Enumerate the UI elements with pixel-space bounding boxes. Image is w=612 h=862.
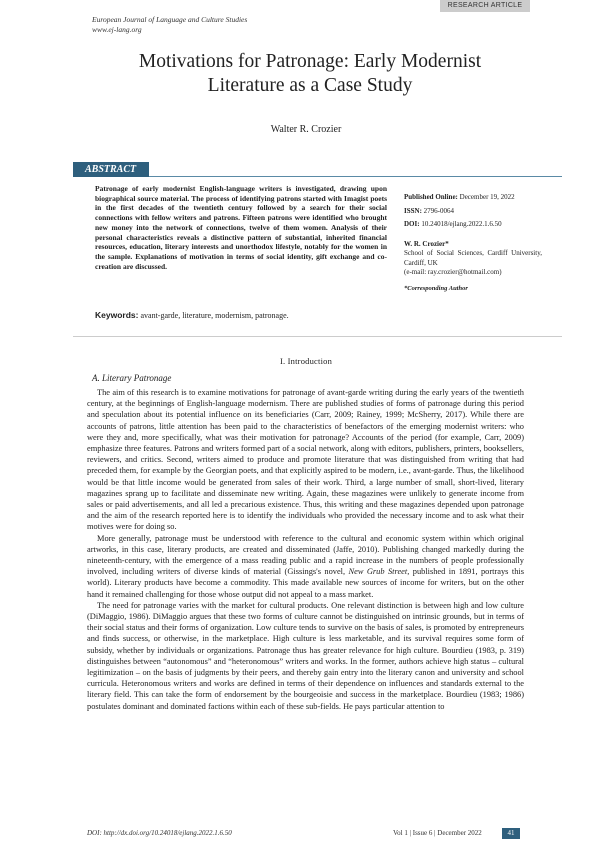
- footer-doi[interactable]: DOI: http://dx.doi.org/10.24018/ejlang.2022.1.6.50: [87, 829, 232, 837]
- doi-row: [404, 220, 542, 230]
- section-divider: [73, 336, 562, 337]
- paragraph-2: [87, 533, 524, 600]
- title-line-2: Literature as a Case Study: [207, 75, 413, 96]
- paragraph-text-continued: , published in 1891, portrays this world). Literary products have become a commodity. This made available new sources of income for writers, but on the other hand it remained challenging for those whose output did not appeal to a mass market.: [87, 567, 524, 599]
- article-info-sidebar: [404, 193, 542, 293]
- published-row: [404, 193, 542, 203]
- article-title: [60, 50, 560, 98]
- doi-label: DOI:: [404, 220, 420, 228]
- journal-header: [92, 15, 247, 35]
- abstract-text: Patronage of early modernist English-language writers is investigated, drawing upon biographical source material. The process of identifying patrons started with Imagist poets in the first decades of the twentieth century followed by a search for their social connections with fellow writers and patrons. Fifteen patrons were identified who brought new money into the network of connections, twelve of them women. Analysis of their personal characteristics reveals a distinctive pattern of substantial, inherited financial resources, education, literary interests and unorthodox lifestyle, notably for the women in the sample. Explanations of motivation in terms of social identity, gift exchange and co-creation are discussed.: [95, 184, 387, 271]
- page-number: 41: [502, 828, 520, 839]
- keywords: [95, 310, 289, 320]
- author-affiliation: School of Social Sciences, Cardiff University, Cardiff, UK: [404, 249, 542, 267]
- footer-issue: Vol 1 | Issue 6 | December 2022: [393, 829, 482, 837]
- author-email[interactable]: (e-mail: ray.crozier@hotmail.com): [404, 268, 502, 276]
- abstract-heading: ABSTRACT: [73, 162, 149, 177]
- corresponding-author-name: W. R. Crozier*: [404, 239, 449, 248]
- corresponding-author-note: *Corresponding Author: [404, 284, 468, 292]
- author-line: Walter R. Crozier: [270, 124, 342, 135]
- paragraph-text: The aim of this research is to examine motivations for patronage of avant-garde writing during the early years of the twentieth century, at the beginnings of English-language modernism. There are published studies of forms of patronage during this period and speculation about its potential influence on its beneficiaries (Carr, 2009; Rainey, 1999; McSherry, 2017). While there are accounts of patrons, little attention has been paid to the characteristics of benefactors of the emerging modernist writers: who were they and, more specifically, what was their motivation for patronage? Accounts of the period (for example, Carr, 2009) emphasize three features. Patrons and writers formed part of a social network, along with editors, publishers, printers, booksellers, reviewers, and critics. Second, writers aimed to produce and promote literature that was distinguished from writing that had preceded them, for example by the Georgian poets, and that explicitly aspired to be modern, i.e., avant-garde. Thus, the likelihood would be that little income would be generated from sales of their work. Third, a large number of small, short-lived, literary magazines sprang up to facilitate and disseminate new writing. Again, these magazines were unlikely to generate income from sales or paid advertisements, and all led a precarious existence. Thus, this writing and these magazines depended upon patronage and the aim of the research reported here is to identify the individuals who provided the necessary income and to ask what their motives were for doing so.: [87, 388, 524, 532]
- paragraph-1: [87, 387, 524, 533]
- doi-value[interactable]: 10.24018/ejlang.2022.1.6.50: [421, 220, 502, 228]
- published-date: December 19, 2022: [459, 193, 515, 201]
- title-line-1: Motivations for Patronage: Early Modernist: [138, 51, 482, 72]
- issn-label: ISSN:: [404, 206, 422, 215]
- published-label: Published Online:: [404, 193, 458, 201]
- section-heading: I. Introduction: [279, 356, 333, 366]
- paragraph-text: More generally, patronage must be understood with reference to the cultural and economic system within which original artworks, in this case, literary products, are created and disseminated (Jaffe, 2010). Publishing changed markedly during the nineteenth-century, with the emergence of a mass reading public and a rapid increase in the numbers of people professionally involved, including writers of diverse kinds of material (Gissings's novel,: [87, 533, 524, 577]
- subsection-heading: A. Literary Patronage: [92, 373, 172, 383]
- keywords-label: Keywords:: [95, 310, 139, 320]
- paragraph-text: The need for patronage varies with the market for cultural products. One relevant distinction is between high and low culture (DiMaggio, 1986). DiMaggio argues that these two forms of culture cannot be distinguished on intrinsic grounds, but in terms of their social status and their forms of organization. Low culture tends to survive on the basis of sales, is promoted by entrepreneurs and finds success, or otherwise, in the marketplace. High culture is less marketable, and its survival requires some form of subsidy, whether by individuals or organizations. Patronage thus has greater relevance for high culture. Bourdieu (1983, p. 319) distinguishes between “autonomous” and “heteronomous” writers and works. In the former, authors achieve high status – cultural legitimization – on the basis of judgments by their peers, and thereby gain entry into the literary canon and university and school curricula. Heteronomous writers and works are defined in terms of their dependence on influences and standards external to the literary field. This can take the form of endorsement by the bourgeoisie and success in the marketplace. Bourdieu (1983; 1986) postulates dominant and dominated factions within each of these sub-fields. He pays particular attention to: [87, 600, 524, 711]
- book-title: New Grub Street: [348, 567, 408, 577]
- journal-url[interactable]: www.ej-lang.org: [92, 25, 142, 34]
- issn-value: 2796-0064: [423, 206, 454, 215]
- issn-row: [404, 207, 542, 217]
- paragraph-3: [87, 600, 524, 712]
- keywords-list: avant-garde, literature, modernism, patronage.: [140, 311, 289, 320]
- journal-name: European Journal of Language and Culture Studies: [92, 15, 248, 24]
- article-type-badge: RESEARCH ARTICLE: [440, 0, 530, 12]
- body-text: [87, 387, 524, 712]
